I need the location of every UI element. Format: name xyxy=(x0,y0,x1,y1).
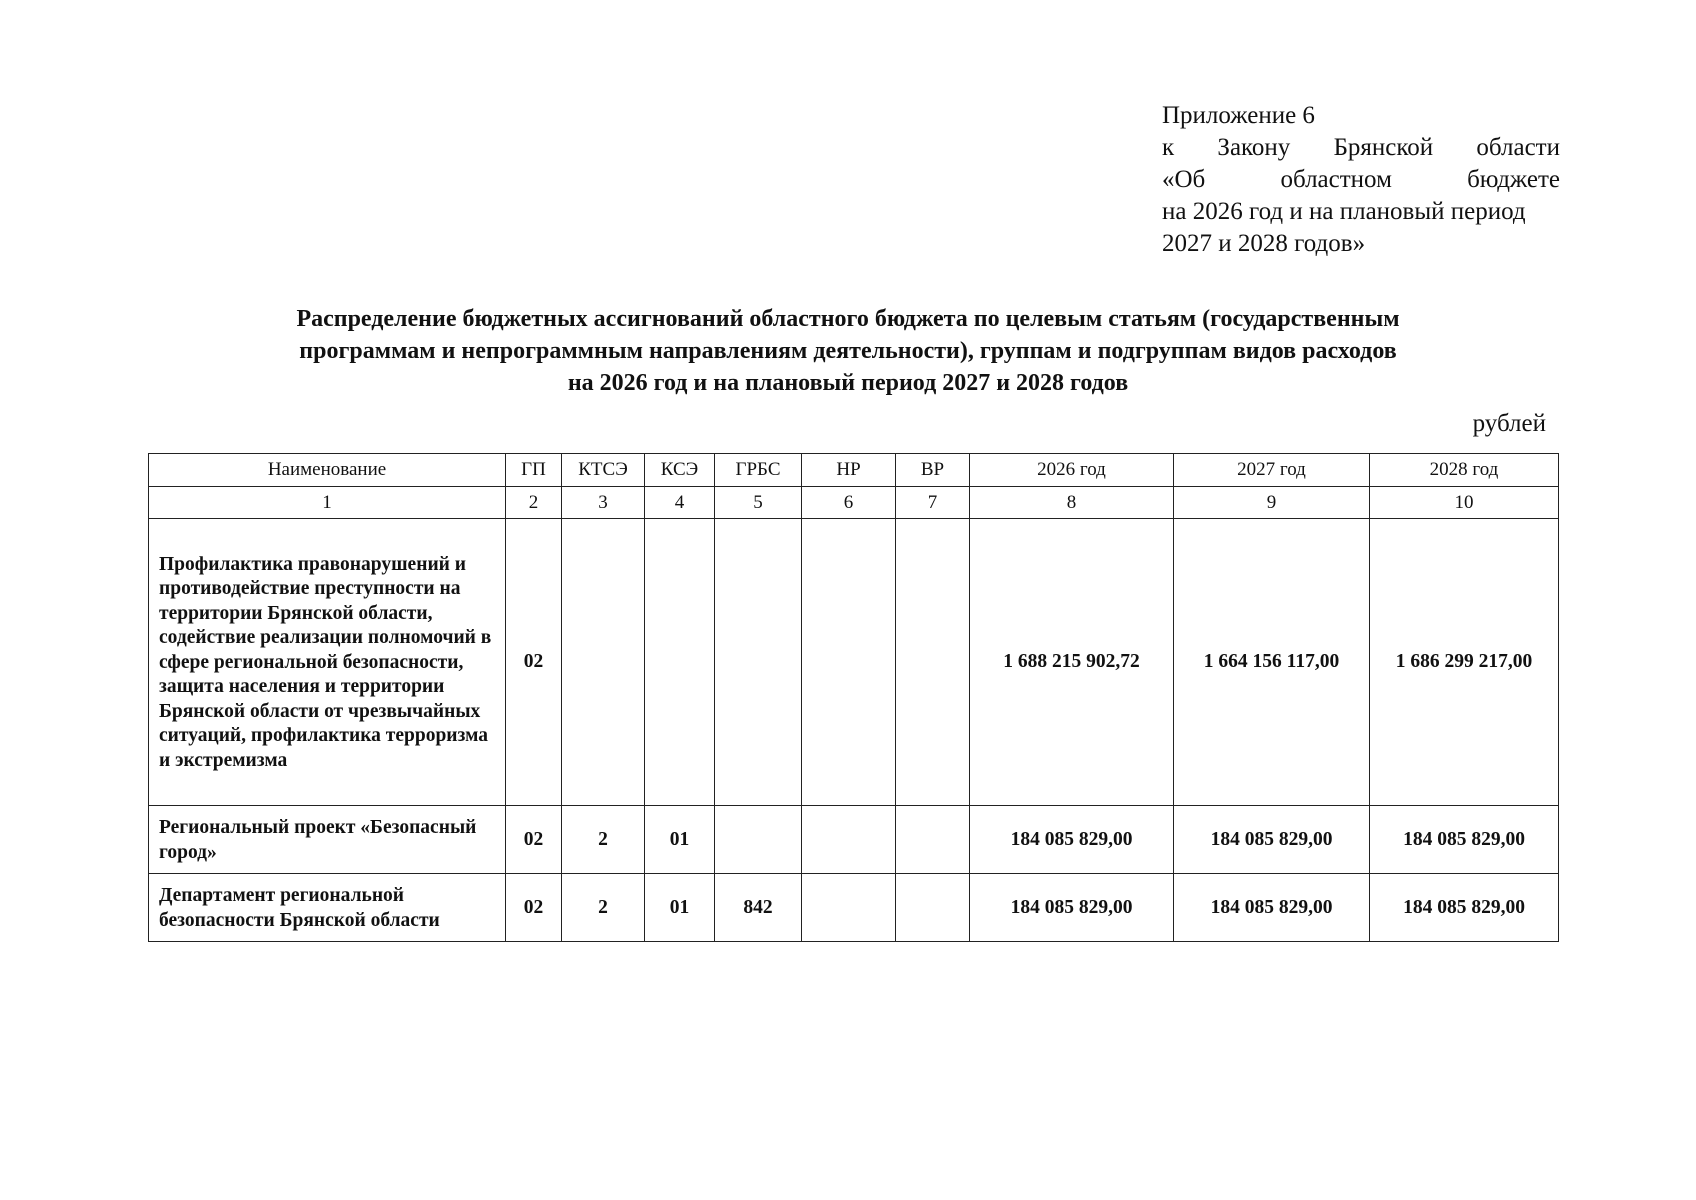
column-number: 10 xyxy=(1370,487,1559,519)
column-number: 6 xyxy=(802,487,896,519)
table-row xyxy=(149,519,1559,806)
header-2027: 2027 год xyxy=(1174,454,1370,487)
header-name: Наименование xyxy=(149,454,506,487)
column-number: 5 xyxy=(715,487,802,519)
row-vr xyxy=(896,519,970,806)
annex-line-1: Приложение 6 xyxy=(1162,102,1315,129)
row-kse: 01 xyxy=(645,806,715,874)
annex-line-2: к Закону Брянской области xyxy=(1162,134,1560,161)
header-2028: 2028 год xyxy=(1370,454,1559,487)
row-gp: 02 xyxy=(506,806,562,874)
column-number: 8 xyxy=(970,487,1174,519)
row-nr xyxy=(802,874,896,942)
header-nr: НР xyxy=(802,454,896,487)
column-number: 3 xyxy=(562,487,645,519)
table-row xyxy=(149,806,1559,874)
row-2028: 184 085 829,00 xyxy=(1370,806,1559,874)
table-row xyxy=(149,874,1559,942)
row-name: Профилактика правонарушений и противодействие преступности на территории Брянской области, содействие реализации полномочий в сфере региональной безопасности, защита населения и территории Брянской области от чрезвычайных ситуаций, профилактика терроризма и экстремизма xyxy=(149,519,506,806)
row-name: Департамент региональной безопасности Брянской области xyxy=(149,874,506,942)
document-title xyxy=(140,303,1556,399)
row-kse: 01 xyxy=(645,874,715,942)
title-line-3: на 2026 год и на плановый период 2027 и 2028 годов xyxy=(567,370,1129,396)
row-vr xyxy=(896,806,970,874)
row-ktse xyxy=(562,519,645,806)
row-2026: 184 085 829,00 xyxy=(970,806,1174,874)
annex-line-3: «Об областном бюджете xyxy=(1162,166,1560,193)
column-number-row xyxy=(149,487,1559,519)
header-ktse: КТСЭ xyxy=(562,454,645,487)
annex-line-5: 2027 и 2028 годов» xyxy=(1162,230,1366,257)
row-grbs xyxy=(715,806,802,874)
units-label: рублей xyxy=(1472,410,1546,437)
row-ktse: 2 xyxy=(562,806,645,874)
row-gp: 02 xyxy=(506,874,562,942)
header-vr: ВР xyxy=(896,454,970,487)
row-ktse: 2 xyxy=(562,874,645,942)
row-kse xyxy=(645,519,715,806)
annex-line-4: на 2026 год и на плановый период xyxy=(1162,198,1526,225)
row-nr xyxy=(802,519,896,806)
annex-block xyxy=(1162,100,1560,260)
column-number: 4 xyxy=(645,487,715,519)
title-line-1: Распределение бюджетных ассигнований областного бюджета по целевым статьям (государственным xyxy=(296,306,1400,332)
row-2026: 184 085 829,00 xyxy=(970,874,1174,942)
row-2028: 184 085 829,00 xyxy=(1370,874,1559,942)
header-2026: 2026 год xyxy=(970,454,1174,487)
column-number: 7 xyxy=(896,487,970,519)
header-kse: КСЭ xyxy=(645,454,715,487)
column-number: 2 xyxy=(506,487,562,519)
row-name: Региональный проект «Безопасный город» xyxy=(149,806,506,874)
row-2028: 1 686 299 217,00 xyxy=(1370,519,1559,806)
row-grbs xyxy=(715,519,802,806)
column-number: 9 xyxy=(1174,487,1370,519)
row-grbs: 842 xyxy=(715,874,802,942)
row-2027: 1 664 156 117,00 xyxy=(1174,519,1370,806)
row-nr xyxy=(802,806,896,874)
budget-table xyxy=(148,453,1559,942)
header-row xyxy=(149,454,1559,487)
row-2027: 184 085 829,00 xyxy=(1174,806,1370,874)
column-number: 1 xyxy=(149,487,506,519)
header-gp: ГП xyxy=(506,454,562,487)
row-vr xyxy=(896,874,970,942)
row-gp: 02 xyxy=(506,519,562,806)
title-line-2: программам и непрограммным направлениям деятельности), группам и подгруппам видов расходов xyxy=(299,338,1397,364)
header-grbs: ГРБС xyxy=(715,454,802,487)
row-2027: 184 085 829,00 xyxy=(1174,874,1370,942)
row-2026: 1 688 215 902,72 xyxy=(970,519,1174,806)
